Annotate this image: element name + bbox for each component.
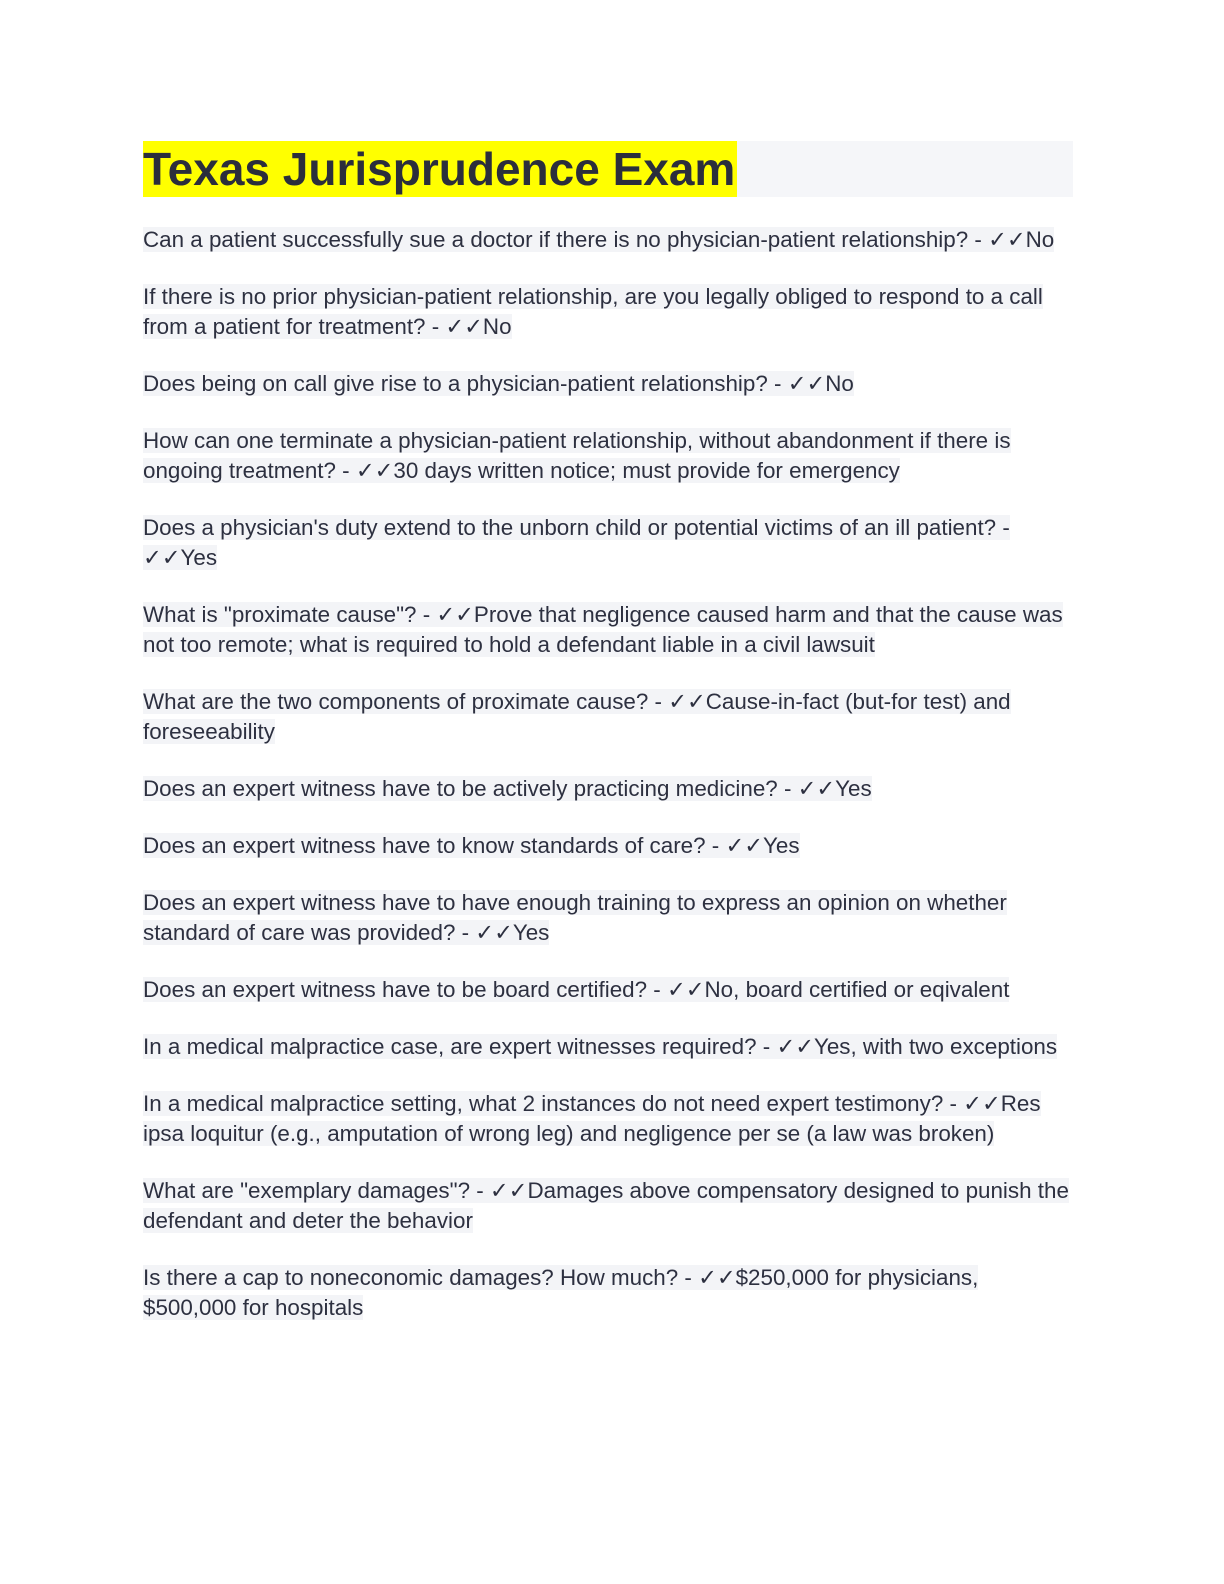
qa-item: Does an expert witness have to know standards of care? - ✓✓Yes xyxy=(143,833,800,858)
title-band xyxy=(143,141,1073,197)
qa-item: Is there a cap to noneconomic damages? How much? - ✓✓$250,000 for physicians, $500,000 for hospitals xyxy=(143,1265,979,1320)
document-title: Texas Jurisprudence Exam xyxy=(143,143,736,195)
qa-item: In a medical malpractice setting, what 2 instances do not need expert testimony? - ✓✓Res ipsa loquitur (e.g., amputation of wrong leg) and negligence per se (a law was broken) xyxy=(143,1091,1041,1146)
qa-item: What are the two components of proximate cause? - ✓✓Cause-in-fact (but-for test) and foreseeability xyxy=(143,689,1011,744)
qa-item: Does an expert witness have to be board certified? - ✓✓No, board certified or eqivalent xyxy=(143,977,1010,1002)
qa-item: Can a patient successfully sue a doctor if there is no physician-patient relationship? - ✓✓No xyxy=(143,227,1055,252)
qa-item: What is "proximate cause"? - ✓✓Prove that negligence caused harm and that the cause was not too remote; what is required to hold a defendant liable in a civil lawsuit xyxy=(143,602,1063,657)
qa-item: What are "exemplary damages"? - ✓✓Damages above compensatory designed to punish the defendant and deter the behavior xyxy=(143,1178,1069,1233)
qa-item: Does being on call give rise to a physician-patient relationship? - ✓✓No xyxy=(143,371,854,396)
qa-item: If there is no prior physician-patient relationship, are you legally obliged to respond to a call from a patient for treatment? - ✓✓No xyxy=(143,284,1043,339)
qa-list xyxy=(143,225,1073,1323)
document-page xyxy=(143,141,1073,1350)
qa-item: Does an expert witness have to have enough training to express an opinion on whether standard of care was provided? - ✓✓Yes xyxy=(143,890,1007,945)
qa-item: In a medical malpractice case, are expert witnesses required? - ✓✓Yes, with two exceptions xyxy=(143,1034,1058,1059)
qa-item: Does an expert witness have to be actively practicing medicine? - ✓✓Yes xyxy=(143,776,872,801)
qa-item: How can one terminate a physician-patient relationship, without abandonment if there is ongoing treatment? - ✓✓30 days written notice; must provide for emergency xyxy=(143,428,1011,483)
qa-item: Does a physician's duty extend to the unborn child or potential victims of an ill patient? - ✓✓Yes xyxy=(143,515,1010,570)
